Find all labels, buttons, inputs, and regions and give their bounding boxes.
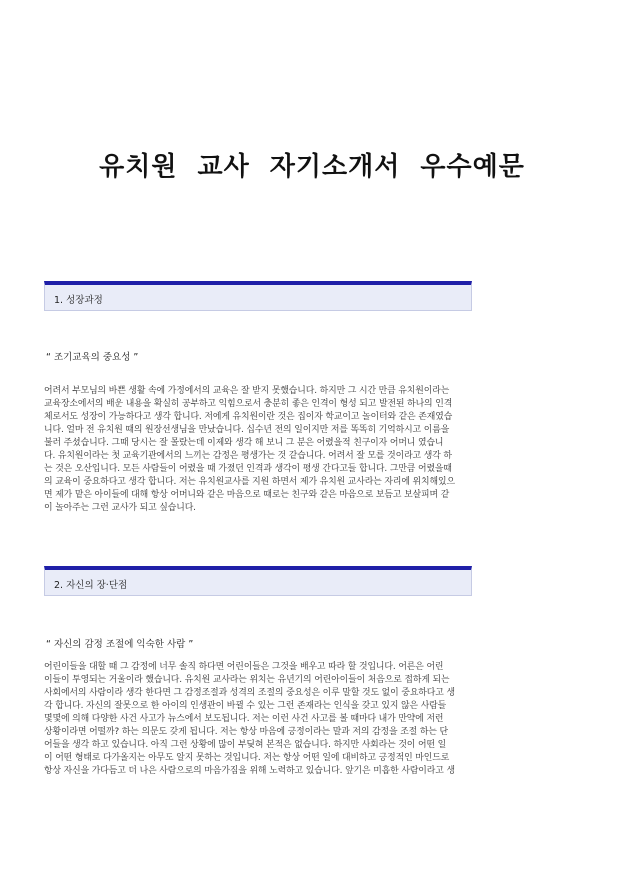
paragraph-line: 의 교육이 중요하다고 생각 합니다. 저는 유치원교사를 지원 하면서 제가 유치원 교사라는 자리에 위치해있으: [44, 477, 455, 487]
paragraph-line: 상황이라면 어떨까? 하는 의문도 갖게 됩니다. 저는 항상 마음에 긍정이라는 말과 저의 감정을 조절 하는 단: [44, 727, 449, 737]
section-header-label: 1. 성장과정: [54, 295, 103, 306]
section-header-strengths: [44, 566, 472, 596]
paragraph-line: 면 제가 맡은 아이들에 대해 항상 어머니와 같은 마음으로 때로는 친구와 같은 마음으로 보듬고 보살피며 같: [44, 490, 450, 500]
paragraph-line: 는 것은 오산입니다. 모든 사람들이 어렸을 때 가졌던 인격과 생각이 평생 간다고들 합니다. 그만큼 어렸을때: [44, 464, 452, 474]
paragraph-line: 이 놀아주는 그런 교사가 되고 싶습니다.: [44, 503, 196, 513]
paragraph-line: 이들이 투영되는 거울이라 했습니다. 유치원 교사라는 위치는 유년기의 어린아이들이 처음으로 접하게 되는: [44, 675, 450, 685]
section-header-label: 2. 자신의 장·단점: [54, 580, 128, 591]
paragraph-line: 항상 자신을 가다듬고 더 나은 사람으로의 마음가짐을 위해 노력하고 있습니다. 앞기은 미흡한 사람이라고 생: [44, 766, 455, 776]
paragraph-line: 몇몇에 의해 다양한 사건 사고가 뉴스에서 보도됩니다. 저는 이런 사건 사고를 볼 때마다 내가 만약에 저런: [44, 714, 444, 724]
paragraph-line: 어려서 부모님의 바쁜 생활 속에 가정에서의 교육은 잘 받지 못했습니다. 하지만 그 시간 만큼 유치원이라는: [44, 386, 450, 396]
paragraph-line: 어린이들을 대할 때 그 감정에 너무 솔직 하다면 어린이들은 그것을 배우고 따라 할 것입니다. 어른은 어린: [44, 662, 444, 672]
section-header-growth: [44, 281, 472, 311]
paragraph-line: 각 합니다. 자신의 잘못으로 한 아이의 인생관이 바뀔 수 있는 그런 존재라는 인식을 갖고 있지 않은 사람들: [44, 701, 447, 711]
section-paragraph: [44, 661, 580, 778]
section-paragraph: [44, 385, 580, 515]
paragraph-line: 이 어떤 형태로 다가올지는 아무도 알지 못하는 것입니다. 저는 항상 어떤 일에 대비하고 긍정적인 마인드로: [44, 753, 450, 763]
section-subheading: “ 조기교육의 중요성 ”: [46, 352, 139, 363]
paragraph-line: 어들을 생각 하고 있습니다. 아직 그런 상황에 많이 부딪혀 본적은 없습니다. 하지만 사회라는 것이 어떤 일: [44, 740, 447, 750]
paragraph-line: 다. 유치원이라는 첫 교육기관에서의 느끼는 감정은 평생가는 것 같습니다. 어려서 잘 모를 것이라고 생각 하: [44, 451, 452, 461]
paragraph-line: 교육장소에서의 배운 내용을 확실히 공부하고 익힘으로서 충분히 좋은 인격이 형성 되고 발전된 하나의 인격: [44, 399, 453, 409]
paragraph-line: 사회에서의 사람이라 생각 한다면 그 감정조절과 성격의 조절의 중요성은 이루 말할 것도 없이 중요하다고 생: [44, 688, 455, 698]
section-subheading: “ 자신의 감정 조절에 익숙한 사람 ”: [46, 639, 194, 650]
paragraph-line: 체로서도 성장이 가능하다고 생각 합니다. 저에게 유치원이란 것은 집이자 학교이고 놀이터와 같은 존재였습: [44, 412, 453, 422]
paragraph-line: 니다. 얼마 전 유치원 때의 원장선생님을 만났습니다. 십수년 전의 일이지만 저를 똑똑히 기억하시고 이름을: [44, 425, 450, 435]
paragraph-line: 불러 주셨습니다. 그때 당시는 잘 몰랐는데 이제와 생각 해 보니 그 분은 어렸을적 친구이자 어머니 였습니: [44, 438, 444, 448]
document-title: 유치원 교사 자기소개서 우수예문: [99, 152, 525, 182]
